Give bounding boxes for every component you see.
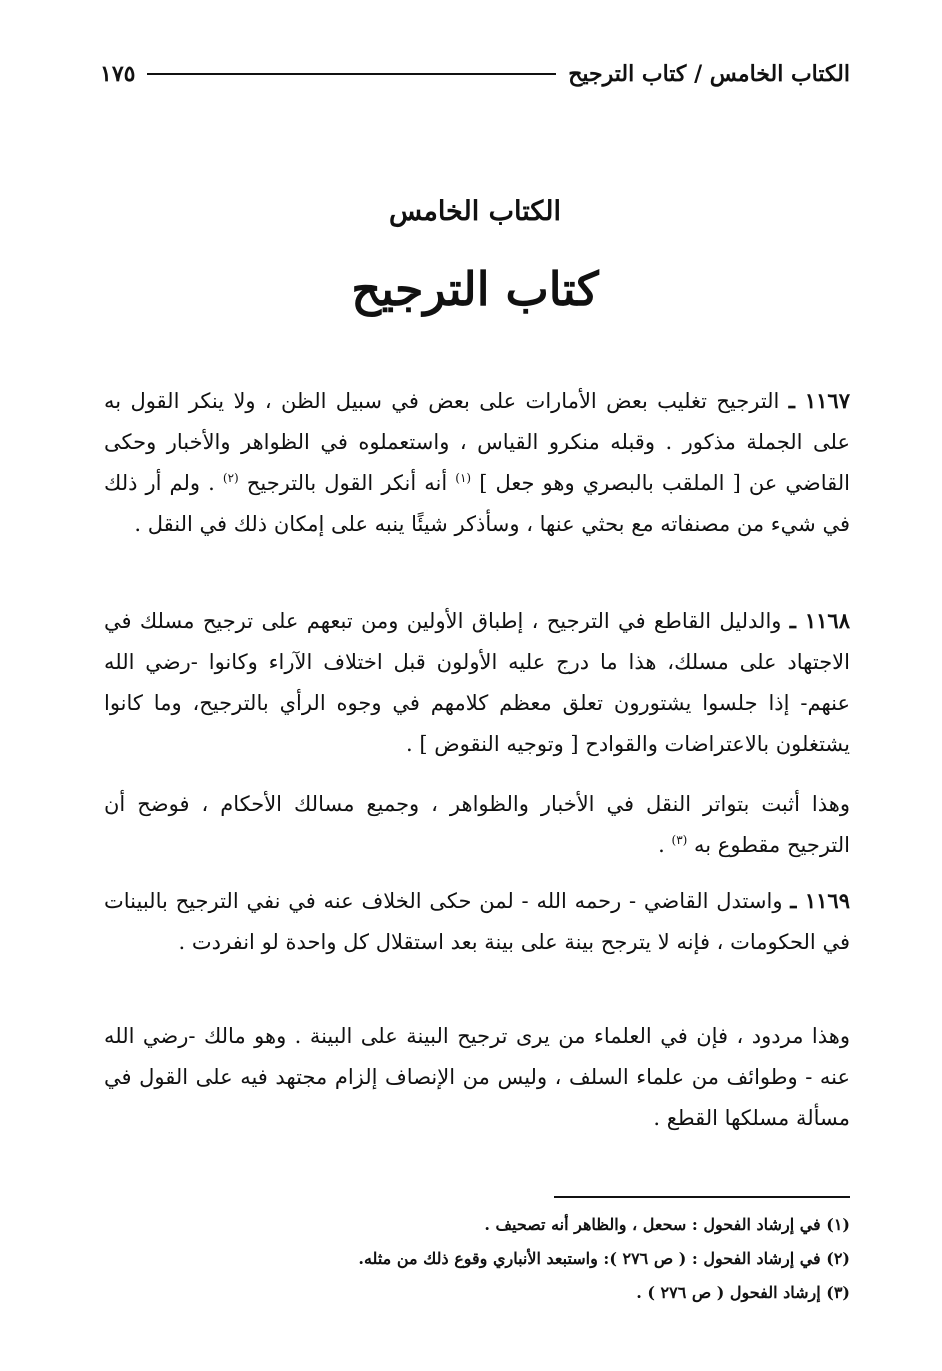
- paragraph-number: ١١٦٨ ـ: [789, 608, 850, 633]
- paragraph-text: .: [658, 833, 665, 857]
- paragraph-1167: [104, 380, 850, 545]
- paragraph-number: ١١٦٧ ـ: [788, 388, 850, 413]
- paragraph-text: الترجيح تغليب بعض الأمارات على بعض في سبيل الظن ، ولا ينكر القول به على الجملة مذكور . وقبله منكرو القياس ، واستعملوه في الظواهر والأخبار وحكى القاضي عن [ الملقب بالبصري وهو جعل ]: [104, 389, 850, 495]
- page-number: ١٧٥: [100, 61, 136, 87]
- running-header: [100, 54, 850, 94]
- paragraph-text: واستدل القاضي - رحمه الله - لمن حكى الخلاف عنه في نفي الترجيح بالبينات في الحكومات ، فإنه لا يترجح بينة على بينة بعد استقلال كل واحدة لو انفردت .: [104, 889, 850, 954]
- running-header-title: الكتاب الخامس / كتاب الترجيح: [568, 61, 850, 87]
- paragraph-1168: [104, 600, 850, 765]
- paragraph-text: أنه أنكر القول بالترجيح: [246, 471, 448, 495]
- paragraph-number: ١١٦٩ ـ: [790, 888, 850, 913]
- paragraph-continuation: [104, 784, 850, 866]
- paragraph-text: والدليل القاطع في الترجيح ، إطباق الأولين ومن تبعهم على ترجيح مسلك في الاجتهاد على مسلك، هذا ما درج عليه الأولون قبل اختلاف الآراء وكانوا -رضي الله عنهم- إذا جلسوا يشتورون تعلق معظم كلامهم في وجوه الرأي بالترجيح، وما كانوا يشتغلون بالاعتراضات والقوادح [ وتوجيه النقوض ] .: [104, 609, 850, 756]
- paragraph-rebuttal: [104, 1016, 850, 1139]
- footnote-ref: (٢): [222, 471, 239, 485]
- footnote-1: (١) في إرشاد الفحول : سحعل ، والظاهر أنه تصحيف .: [484, 1215, 850, 1234]
- paragraph-text: وهذا مردود ، فإن في العلماء من يرى ترجيح البينة على البينة . وهو مالك -رضي الله عنه - وطوائف من علماء السلف ، وليس من الإنصاف إلزام مجتهد فيه على القول في مسألة مسلكها القطع .: [104, 1024, 850, 1130]
- paragraph-1169: [104, 880, 850, 963]
- header-rule: [147, 73, 556, 75]
- footnote-3: (٣) إرشاد الفحول ( ص ٢٧٦ ) .: [636, 1283, 850, 1302]
- footnote-ref: (٣): [671, 833, 688, 847]
- footnote-divider: [554, 1196, 850, 1198]
- book-label: الكتاب الخامس: [388, 196, 562, 227]
- paragraph-text: وهذا أثبت بتواتر النقل في الأخبار والظواهر ، وجميع مسالك الأحكام ، فوضح أن الترجيح مقطوع به: [104, 792, 850, 857]
- paragraph-text: . ولم أر ذلك في شيء من مصنفاته مع بحثي عنها ، وسأذكر شيئًا ينبه على إمكان ذلك في النقل .: [104, 471, 850, 536]
- book-title: كتاب الترجيح: [351, 262, 599, 316]
- footnote-ref: (١): [455, 471, 472, 485]
- footnote-2: (٢) في إرشاد الفحول : ( ص ٢٧٦ ): واستبعد الأنباري وقوع ذلك من مثله.: [358, 1249, 850, 1268]
- footnotes: [104, 1208, 850, 1310]
